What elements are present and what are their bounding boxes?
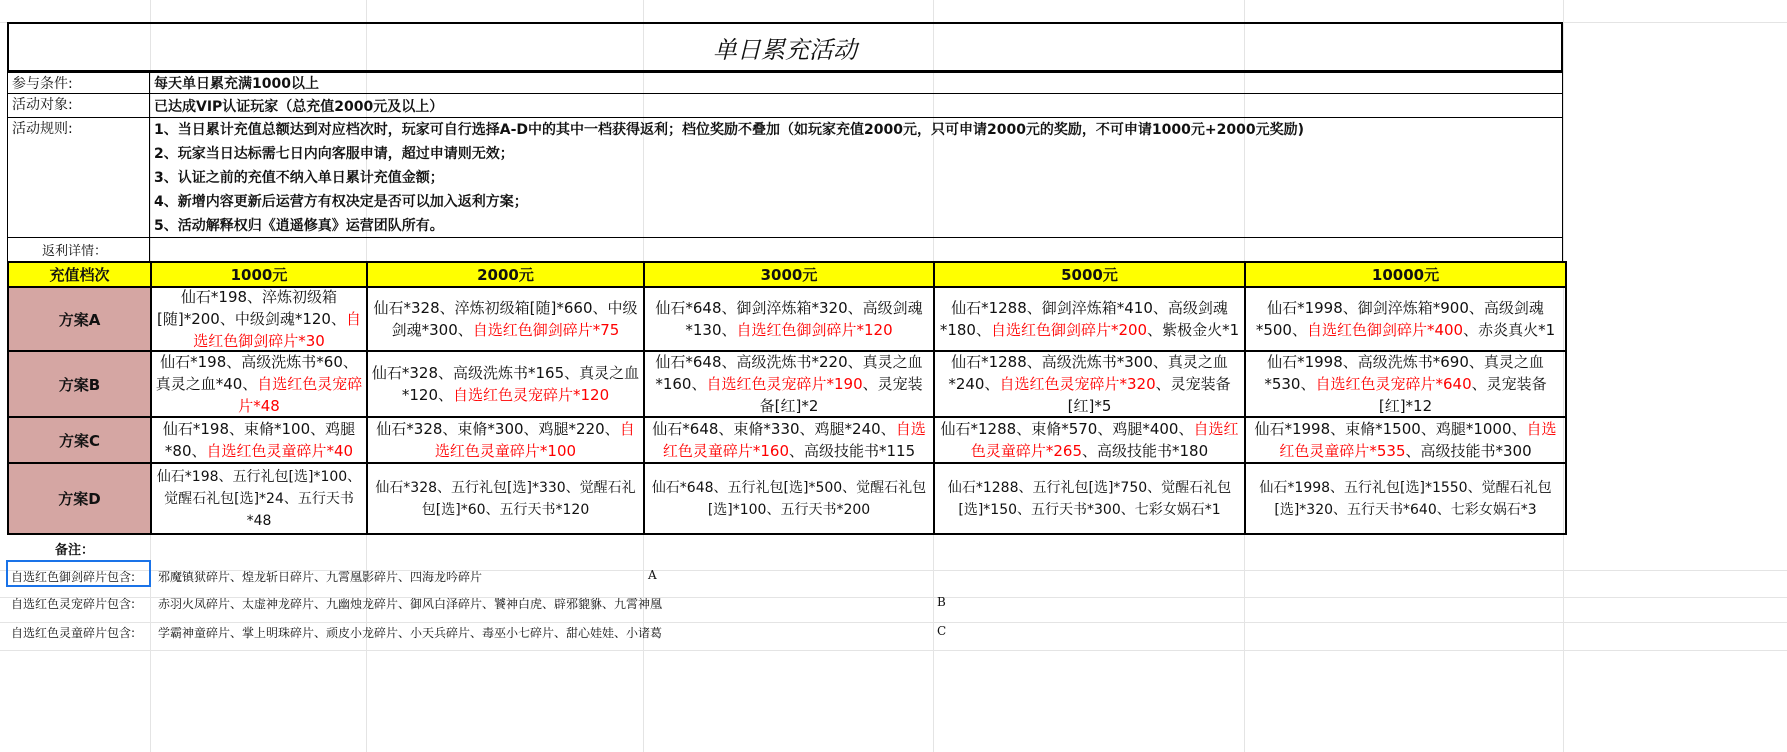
highlighted-reward: 自选红色御剑碎片*400 — [1306, 321, 1464, 339]
remark-label: 自选红色御剑碎片包含: — [11, 570, 136, 584]
reward-text: 仙石*648、束脩*330、鸡腿*240、 — [652, 420, 896, 438]
reward-text: 仙石*198、高级洗炼书*60、真灵之血*40、 — [155, 353, 358, 393]
reward-cell — [933, 350, 1246, 418]
rebate-label: 返利详情： — [7, 237, 150, 262]
gridline — [0, 622, 1787, 623]
reward-text: 仙石*328、高级洗炼书*165、真灵之血*120、 — [371, 364, 640, 404]
highlighted-reward: 自选红色灵童碎片*535 — [1279, 420, 1557, 460]
reward-cell — [366, 286, 645, 352]
reward-cell — [150, 462, 368, 535]
reward-cell — [366, 462, 645, 535]
reward-text: 仙石*328、束脩*300、鸡腿*220、 — [376, 420, 620, 438]
reward-text: 、灵宠装备[红]*5 — [1067, 375, 1231, 415]
plan-label: 方案B — [7, 350, 152, 418]
rules-list — [149, 117, 1563, 238]
reward-cell — [643, 286, 935, 352]
reward-cell — [150, 350, 368, 418]
reward-cell — [643, 350, 935, 418]
reward-text: 、高级技能书*115 — [789, 442, 916, 460]
tier-header: 1000元 — [150, 261, 368, 288]
reward-text: 仙石*648、高级洗炼书*220、真灵之血*160、 — [655, 353, 923, 393]
reward-cell — [366, 350, 645, 418]
reward-cell — [933, 416, 1246, 464]
reward-text: 仙石*1288、五行礼包[选]*750、觉醒石礼包[选]*150、五行天书*300、七彩女娲石*1 — [947, 479, 1232, 518]
reward-text: 、灵宠装备[红]*12 — [1378, 375, 1547, 415]
reward-text: 仙石*1288、高级洗炼书*300、真灵之血*240、 — [948, 353, 1228, 393]
plan-label: 方案C — [7, 416, 152, 464]
rule-item: 3、认证之前的充值不纳入单日累计充值金额； — [154, 170, 444, 186]
remark-label: 自选红色灵童碎片包含: — [11, 626, 136, 640]
remark-value: 邪魔镇狱碎片、煌龙斩日碎片、九霄凰影碎片、四海龙吟碎片 — [158, 570, 483, 584]
remark-tag: B — [937, 595, 946, 609]
conditions-label: 参与条件: — [7, 72, 150, 94]
reward-text: 仙石*1998、五行礼包[选]*1550、觉醒石礼包[选]*320、五行天书*640、七彩女娲石*3 — [1259, 479, 1552, 518]
reward-cell — [643, 416, 935, 464]
reward-cell — [1244, 462, 1567, 535]
highlighted-reward: 自选红色御剑碎片*200 — [990, 321, 1148, 339]
highlighted-reward: 自选红色灵童碎片*160 — [662, 420, 926, 460]
reward-text: 仙石*1288、御剑淬炼箱*410、高级剑魂*180、 — [939, 299, 1228, 339]
tier-header: 3000元 — [643, 261, 935, 288]
reward-text: 仙石*1288、束脩*570、鸡腿*400、 — [940, 420, 1194, 438]
reward-text: 仙石*1998、高级洗炼书*690、真灵之血*530、 — [1264, 353, 1544, 393]
reward-cell — [150, 286, 368, 352]
rebate-empty — [149, 237, 1563, 262]
remark-label: 自选红色灵宠碎片包含: — [11, 597, 136, 611]
highlighted-reward: 自选红色御剑碎片*30 — [193, 310, 361, 350]
highlighted-reward: 自选红色灵宠碎片*320 — [999, 375, 1156, 393]
tier-header: 2000元 — [366, 261, 645, 288]
reward-cell — [1244, 416, 1567, 464]
reward-text: 、赤炎真火*1 — [1463, 321, 1556, 339]
highlighted-reward: 自选红色灵童碎片*40 — [206, 442, 354, 460]
highlighted-reward: 自选红色灵宠碎片*190 — [706, 375, 863, 393]
highlighted-reward: 自选红色灵宠碎片*640 — [1315, 375, 1472, 393]
rule-item: 1、当日累计充值总额达到对应档次时，玩家可自行选择A-D中的其中一档获得返利；档位奖励不叠加（如玩家充值2000元，只可申请2000元的奖励，不可申请1000元+2000元奖励) — [154, 122, 1304, 138]
reward-text: 仙石*1998、束脩*1500、鸡腿*1000、 — [1254, 420, 1527, 438]
highlighted-reward: 自选红色灵童碎片*100 — [434, 420, 635, 460]
reward-text: 仙石*1998、御剑淬炼箱*900、高级剑魂*500、 — [1255, 299, 1544, 339]
reward-text: 仙石*648、五行礼包[选]*500、觉醒石礼包[选]*100、五行天书*200 — [651, 479, 927, 518]
reward-text: 仙石*198、淬炼初级箱[随]*200、中级剑魂*120、 — [157, 288, 346, 328]
highlighted-reward: 自选红色灵宠碎片*48 — [238, 375, 363, 415]
conditions-value: 每天单日累充满1000以上 — [149, 72, 1563, 94]
reward-text: 、高级技能书*300 — [1405, 442, 1532, 460]
highlighted-reward: 自选红色灵宠碎片*120 — [453, 386, 610, 404]
tier-header-corner: 充值档次 — [7, 261, 152, 288]
rules-label: 活动规则: — [7, 117, 150, 238]
plan-label: 方案D — [7, 462, 152, 535]
rule-item: 2、玩家当日达标需七日内向客服申请，超过申请则无效； — [154, 146, 514, 162]
reward-text: 、灵宠装备[红]*2 — [759, 375, 923, 415]
tier-header: 5000元 — [933, 261, 1246, 288]
reward-text: 仙石*198、束脩*100、鸡腿*80、 — [162, 420, 356, 460]
reward-cell — [643, 462, 935, 535]
highlighted-reward: 自选红色御剑碎片*120 — [736, 321, 893, 339]
reward-text: 仙石*648、御剑淬炼箱*320、高级剑魂*130、 — [655, 299, 923, 339]
sheet-title: 单日累充活动 — [7, 22, 1563, 72]
reward-text: 仙石*328、五行礼包[选]*330、觉醒石礼包[选]*60、五行天书*120 — [375, 479, 636, 518]
plan-label: 方案A — [7, 286, 152, 352]
remark-value: 学霸神童碎片、掌上明珠碎片、顽皮小龙碎片、小天兵碎片、毒巫小七碎片、甜心娃娃、小诸葛 — [158, 626, 663, 640]
tier-header: 10000元 — [1244, 261, 1567, 288]
remarks-label: 备注： — [55, 543, 95, 558]
remark-tag: A — [648, 568, 657, 582]
reward-cell — [1244, 286, 1567, 352]
reward-text: 、高级技能书*180 — [1082, 442, 1209, 460]
reward-cell — [366, 416, 645, 464]
reward-cell — [150, 416, 368, 464]
rule-item: 4、新增内容更新后运营方有权决定是否可以加入返利方案； — [154, 194, 528, 210]
highlighted-reward: 自选红色御剑碎片*75 — [472, 321, 620, 339]
rule-item: 5、活动解释权归《逍遥修真》运营团队所有。 — [154, 218, 444, 234]
remark-tag: C — [937, 624, 947, 638]
reward-text: 仙石*198、五行礼包[选]*100、觉醒石礼包[选]*24、五行天书*48 — [156, 468, 362, 529]
gridline — [0, 650, 1787, 651]
reward-text: 仙石*328、淬炼初级箱[随]*660、中级剑魂*300、 — [373, 299, 638, 339]
remark-value: 赤羽火凤碎片、太虚神龙碎片、九幽烛龙碎片、御风白泽碎片、饕神白虎、辟邪貔貅、九霄神凰 — [158, 597, 663, 611]
reward-text: 、紫极金火*1 — [1147, 321, 1240, 339]
reward-cell — [933, 462, 1246, 535]
target-value: 已达成VIP认证玩家（总充值2000元及以上） — [149, 93, 1563, 118]
reward-cell — [933, 286, 1246, 352]
highlighted-reward: 自选红色灵童碎片*265 — [970, 420, 1239, 460]
reward-cell — [1244, 350, 1567, 418]
target-label: 活动对象: — [7, 93, 150, 118]
